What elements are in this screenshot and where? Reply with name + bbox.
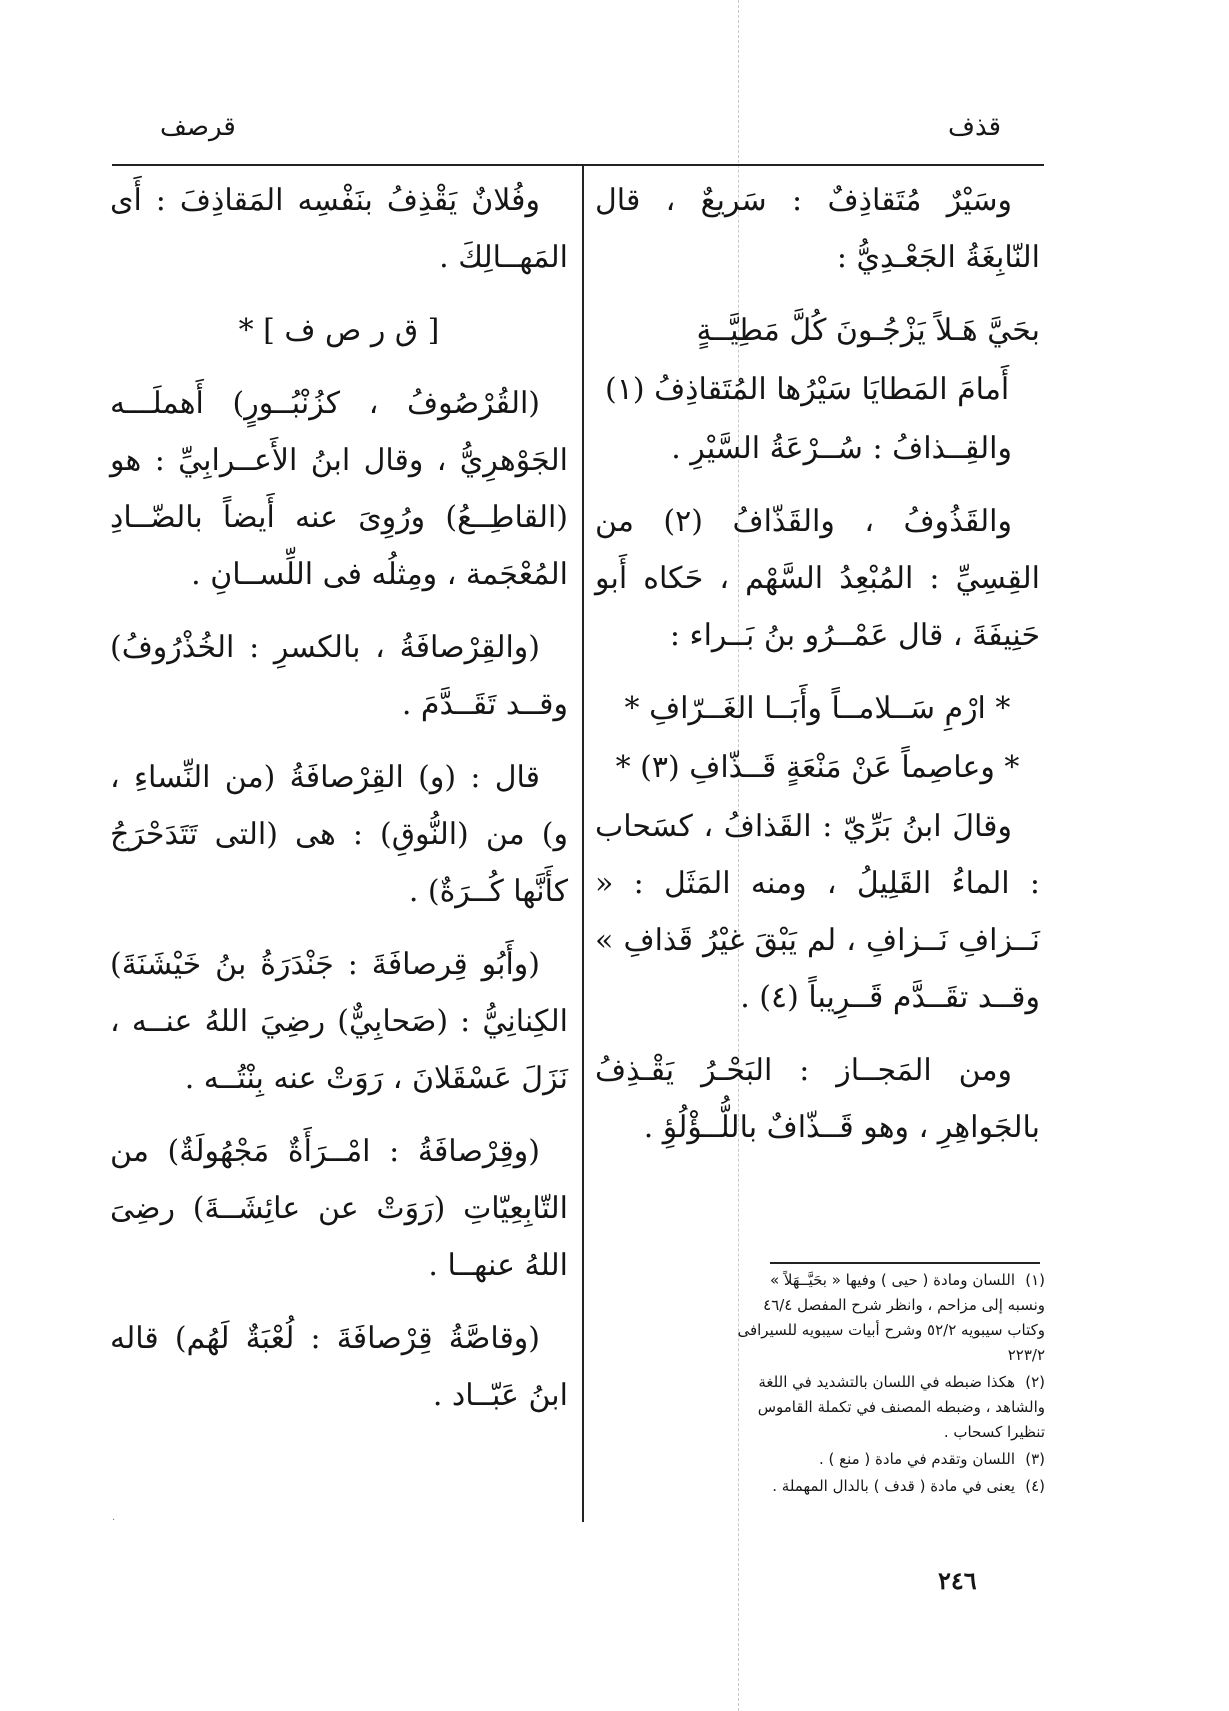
paragraph: والقِــذافُ : سُــرْعَةُ السَّيْرِ . bbox=[671, 431, 1012, 466]
footnote-text: اللسان ومادة ( حيى ) وفيها « بحَيَّــهَلاً » ونسبه إلى مزاحم ، وانظر شرح المفصل ٤٦/٤ وكتاب سيبويه ٥٢/٢ وشرح أبيات سيبويه للسيرافى ٢٢٣/٢ bbox=[737, 1271, 1045, 1364]
running-header-left: قرصف bbox=[160, 112, 236, 142]
footnote-number: (٢) bbox=[1025, 1373, 1045, 1391]
verse-line: بحَيَّ هَـلاً يَزْجُـونَ كُلَّ مَطِيَّــةٍ bbox=[696, 313, 1040, 348]
verse-block bbox=[595, 302, 1040, 418]
verse-block bbox=[595, 680, 1040, 796]
page-number: ٢٤٦ bbox=[938, 1566, 977, 1595]
verse-line: * ارْمِ سَــلامــاً وأَبَــا الغَــرّافِ * bbox=[624, 691, 1011, 726]
footnotes bbox=[735, 1268, 1045, 1501]
paragraph: والقَذُوفُ ، والقَذّافُ (٢) من القِسِيِّ : المُبْعِدُ السَّهْم ، حَكاه أَبو حَنِيفَةَ ، قال عَمْــرُو بنُ بَــراء : bbox=[595, 504, 1040, 653]
paragraph: وقالَ ابنُ بَرِّيّ : القَذافُ ، كسَحاب : الماءُ القَلِيلُ ، ومنه المَثَل : « نَــزافِ نَــزافِ ، لم يَبْقَ غيْرُ قَذافِ » وقــد تقَــدَّم قَــرِيباً (٤) . bbox=[595, 809, 1040, 1015]
footnote bbox=[735, 1370, 1045, 1445]
verse-line: * وعاصِماً عَنْ مَنْعَةٍ قَــذّافِ (٣) * bbox=[615, 750, 1020, 785]
footnote-text: يعنى في مادة ( قدف ) بالدال المهملة . bbox=[772, 1477, 1015, 1495]
footnote bbox=[735, 1447, 1045, 1472]
header-rule bbox=[112, 164, 1044, 166]
footnote-text: اللسان وتقدم في مادة ( منع ) . bbox=[818, 1450, 1015, 1468]
footnote-text: هكذا ضبطه في اللسان بالتشديد في اللغة والشاهد ، وضبطه المصنف في تكملة القاموس تنظيرا كسحاب . bbox=[757, 1373, 1045, 1441]
scan-speck: · bbox=[112, 1515, 116, 1526]
footnote bbox=[735, 1474, 1045, 1499]
paragraph: (وأَبُو قِرصافَةَ : جَنْدَرَةُ بنُ خَيْشَنَةَ) الكِنانِيُّ : (صَحابِيٌّ) رضِيَ اللهُ عنــه ، نَزَلَ عَسْقَلانَ ، رَوَتْ عنه بِنْتُــه . bbox=[110, 947, 568, 1096]
running-header-right: قذف bbox=[948, 112, 1002, 142]
verse-line: أَمامَ المَطايَا سَيْرُها المُتَقاذِفُ (١) bbox=[605, 372, 1010, 407]
footnote-number: (١) bbox=[1025, 1271, 1045, 1289]
paragraph: (وقِرْصافَةُ : امْــرَأَةٌ مَجْهُولَةٌ) من التّابِعِيّاتِ (رَوَتْ عن عائِشَــةَ) رضِىَ اللهُ عنهــا . bbox=[110, 1134, 568, 1283]
paragraph: قال : (و) القِرْصافَةُ (من النِّساءِ ، و) من (النُّوقِ) : هى (التى تَتَدَحْرَجُ كأَنَّها كُــرَةٌ) . bbox=[110, 760, 568, 909]
paragraph: (وقاصَّةُ قِرْصافَةَ : لُعْبَةٌ لَهُم) قاله ابنُ عَبّــاد . bbox=[110, 1321, 568, 1413]
column-divider bbox=[582, 166, 584, 1522]
right-column bbox=[595, 172, 1040, 1172]
paragraph: (والقِرْصافَةُ ، بالكسرِ : الخُذْرُوفُ) وقــد تَقَــدَّمَ . bbox=[110, 630, 568, 722]
paragraph: وفُلانٌ يَقْذِفُ بنَفْسِه المَقاذِفَ : أَى المَهــالِكَ . bbox=[110, 183, 568, 275]
paragraph: (القُرْصُوفُ ، كزُنْبُــورٍ) أَهملَـــه الجَوْهرِيُّ ، وقال ابنُ الأَعــرابِيِّ : هو (القاطِــعُ) ورُوِىَ عنه أَيضاً بالضّــادِ المُعْجَمة ، ومِثلُه فى اللِّســانِ . bbox=[110, 386, 568, 592]
footnote-number: (٣) bbox=[1025, 1450, 1045, 1468]
entry-heading: [ ق ر ص ف ] * bbox=[238, 313, 440, 348]
footnote-number: (٤) bbox=[1025, 1477, 1045, 1495]
paragraph: ومن المَجــاز : البَحْـرُ يَقْـذِفُ بالجَواهِرِ ، وهو قَــذّافٌ باللُّــؤْلُؤِ . bbox=[595, 1053, 1040, 1145]
left-column bbox=[110, 172, 568, 1440]
footnote-rule bbox=[770, 1262, 1040, 1264]
paragraph: وسَيْرٌ مُتَقاذِفٌ : سَريعٌ ، قال النّابِغَةُ الجَعْـدِيُّ : bbox=[595, 183, 1040, 275]
footnote bbox=[735, 1268, 1045, 1368]
